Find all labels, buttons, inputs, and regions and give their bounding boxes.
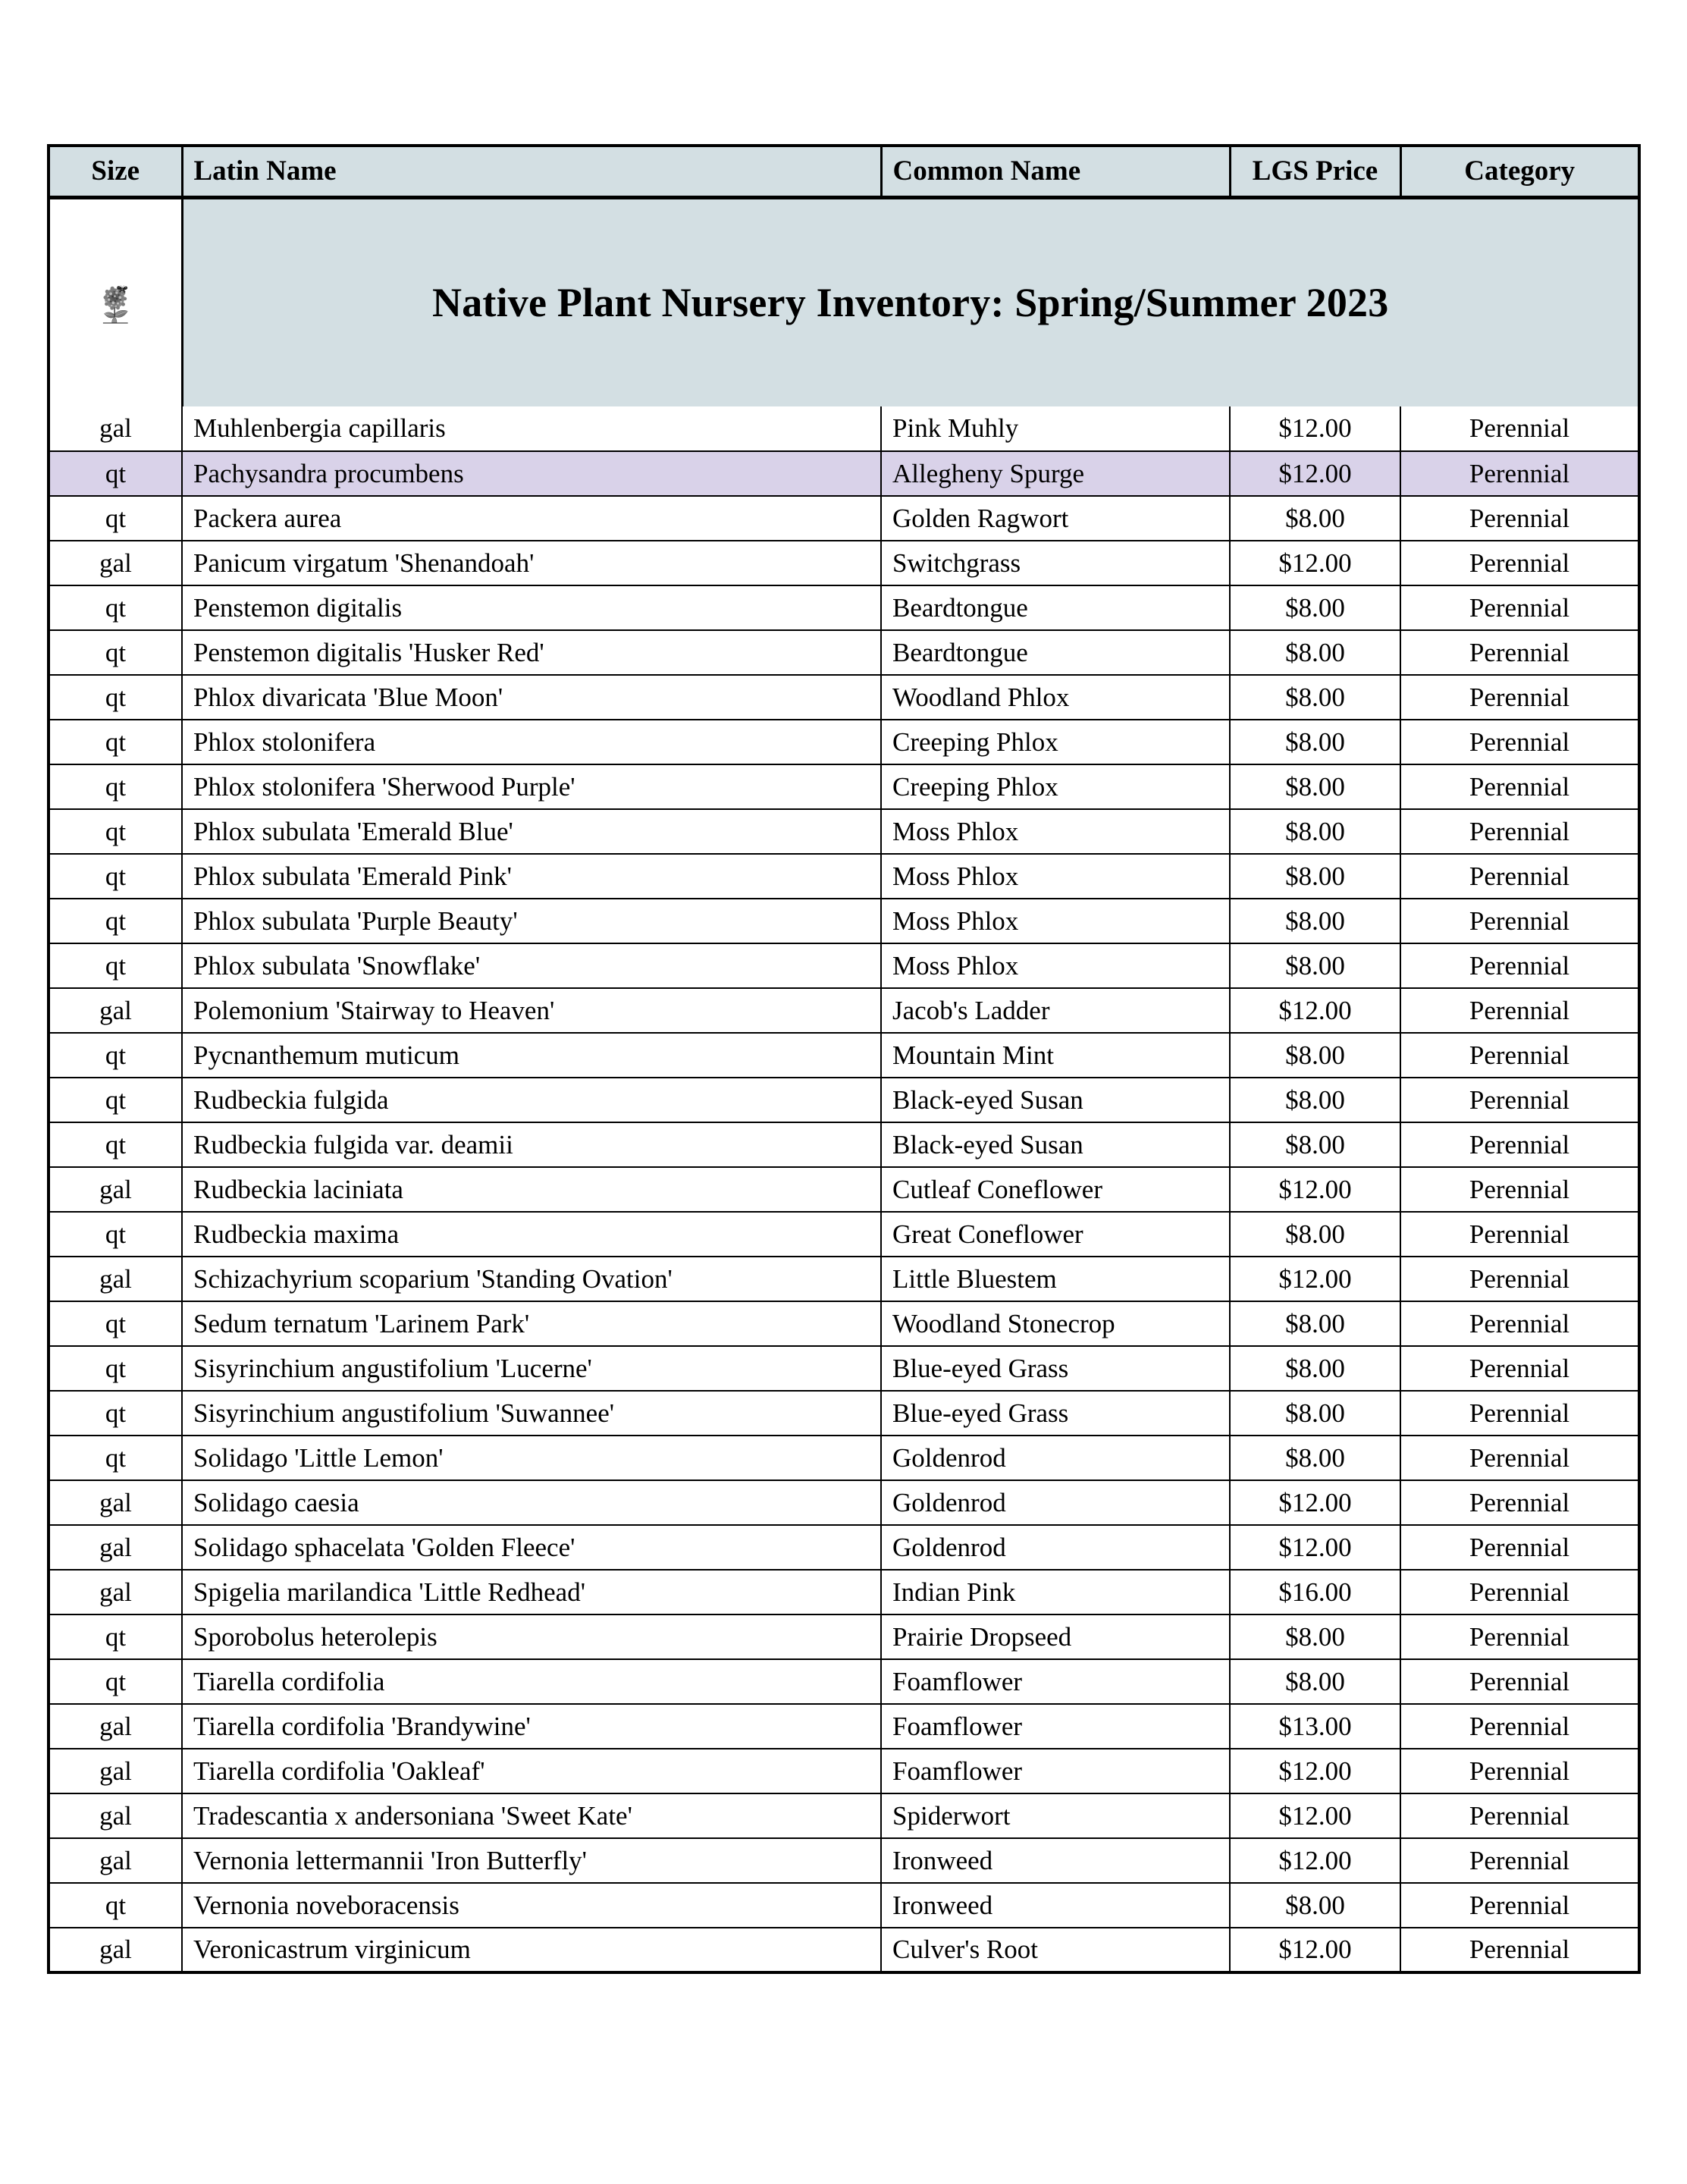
cell-common-name: Great Coneflower: [881, 1212, 1230, 1257]
cell-size: gal: [49, 1167, 182, 1212]
cell-lgs-price: $8.00: [1230, 630, 1400, 675]
cell-lgs-price: $8.00: [1230, 1346, 1400, 1391]
cell-lgs-price: $12.00: [1230, 1480, 1400, 1525]
cell-common-name: Goldenrod: [881, 1525, 1230, 1570]
cell-common-name: Creeping Phlox: [881, 764, 1230, 809]
cell-latin-name: Sporobolus heterolepis: [182, 1614, 881, 1659]
column-header-lgs-price[interactable]: LGS Price: [1230, 146, 1400, 197]
cell-lgs-price: $8.00: [1230, 764, 1400, 809]
table-row: [49, 1614, 1639, 1659]
cell-size: gal: [49, 1480, 182, 1525]
cell-size: qt: [49, 1122, 182, 1167]
cell-latin-name: Schizachyrium scoparium 'Standing Ovation': [182, 1257, 881, 1301]
cell-size: qt: [49, 764, 182, 809]
cell-latin-name: Phlox subulata 'Purple Beauty': [182, 899, 881, 943]
cell-common-name: Pink Muhly: [881, 406, 1230, 451]
cell-size: qt: [49, 809, 182, 854]
cell-latin-name: Rudbeckia maxima: [182, 1212, 881, 1257]
cell-lgs-price: $8.00: [1230, 1122, 1400, 1167]
cell-latin-name: Sisyrinchium angustifolium 'Suwannee': [182, 1391, 881, 1436]
column-header-size[interactable]: Size: [49, 146, 182, 197]
table-row: [49, 1167, 1639, 1212]
table-row: [49, 1480, 1639, 1525]
cell-category: Perennial: [1400, 1883, 1639, 1928]
table-row: [49, 1659, 1639, 1704]
cell-category: Perennial: [1400, 1570, 1639, 1614]
plant-illustration-icon: [49, 197, 182, 406]
cell-latin-name: Tradescantia x andersoniana 'Sweet Kate': [182, 1793, 881, 1838]
cell-category: Perennial: [1400, 451, 1639, 496]
masthead-row: [49, 197, 1639, 406]
cell-size: gal: [49, 1257, 182, 1301]
cell-category: Perennial: [1400, 720, 1639, 764]
cell-latin-name: Pachysandra procumbens: [182, 451, 881, 496]
cell-category: Perennial: [1400, 1391, 1639, 1436]
cell-category: Perennial: [1400, 1659, 1639, 1704]
table-row: [49, 1570, 1639, 1614]
cell-lgs-price: $8.00: [1230, 1614, 1400, 1659]
cell-category: Perennial: [1400, 541, 1639, 585]
cell-latin-name: Rudbeckia fulgida var. deamii: [182, 1122, 881, 1167]
column-header-latin-name[interactable]: Latin Name: [182, 146, 881, 197]
cell-common-name: Little Bluestem: [881, 1257, 1230, 1301]
cell-category: Perennial: [1400, 1749, 1639, 1793]
table-row: [49, 541, 1639, 585]
table-row: [49, 1928, 1639, 1972]
cell-category: Perennial: [1400, 1614, 1639, 1659]
cell-latin-name: Vernonia lettermannii 'Iron Butterfly': [182, 1838, 881, 1883]
cell-size: gal: [49, 1749, 182, 1793]
cell-category: Perennial: [1400, 899, 1639, 943]
cell-category: Perennial: [1469, 1935, 1570, 1964]
cell-size: qt: [49, 720, 182, 764]
cell-category: Perennial: [1400, 1257, 1639, 1301]
cell-category: Perennial: [1400, 496, 1639, 541]
cell-size: gal: [49, 1838, 182, 1883]
table-row: [49, 1883, 1639, 1928]
table-row: [49, 1033, 1639, 1078]
cell-common-name: Goldenrod: [881, 1480, 1230, 1525]
table-row: [49, 1078, 1639, 1122]
table-row: [49, 1391, 1639, 1436]
table-row: [49, 809, 1639, 854]
table-row: [49, 585, 1639, 630]
cell-size: qt: [49, 1346, 182, 1391]
cell-common-name: Woodland Stonecrop: [881, 1301, 1230, 1346]
table-row: [49, 943, 1639, 988]
cell-size: gal: [49, 988, 182, 1033]
cell-common-name: Black-eyed Susan: [881, 1122, 1230, 1167]
cell-category: Perennial: [1400, 585, 1639, 630]
cell-lgs-price: $8.00: [1230, 854, 1400, 899]
cell-latin-name: Tiarella cordifolia 'Brandywine': [182, 1704, 881, 1749]
cell-size: qt: [49, 1078, 182, 1122]
cell-size: qt: [49, 943, 182, 988]
cell-lgs-price: $8.00: [1230, 585, 1400, 630]
table-row: [49, 630, 1639, 675]
table-row: [49, 1793, 1639, 1838]
table-row: [49, 1704, 1639, 1749]
cell-category: Perennial: [1400, 1346, 1639, 1391]
cell-lgs-price: $12.00: [1230, 1525, 1400, 1570]
cell-latin-name: Packera aurea: [182, 496, 881, 541]
cell-lgs-price: $12.00: [1230, 406, 1400, 451]
cell-common-name: Spiderwort: [881, 1793, 1230, 1838]
cell-lgs-price: $12.00: [1230, 1928, 1400, 1972]
cell-common-name: Switchgrass: [881, 541, 1230, 585]
cell-size: qt: [49, 1436, 182, 1480]
cell-common-name: Cutleaf Coneflower: [881, 1167, 1230, 1212]
cell-size: qt: [49, 1659, 182, 1704]
table-row: [49, 1257, 1639, 1301]
cell-category: Perennial: [1400, 988, 1639, 1033]
cell-lgs-price: $16.00: [1230, 1570, 1400, 1614]
cell-size: qt: [49, 451, 182, 496]
cell-lgs-price: $8.00: [1230, 496, 1400, 541]
column-header-category[interactable]: Category: [1400, 146, 1639, 197]
cell-category: Perennial: [1400, 854, 1639, 899]
cell-lgs-price: $8.00: [1230, 943, 1400, 988]
cell-size: qt: [49, 1301, 182, 1346]
table-row: [49, 1346, 1639, 1391]
cell-lgs-price: $12.00: [1230, 1749, 1400, 1793]
cell-lgs-price: $8.00: [1230, 809, 1400, 854]
cell-latin-name: Penstemon digitalis 'Husker Red': [182, 630, 881, 675]
table-row: [49, 988, 1639, 1033]
cell-common-name: Jacob's Ladder: [881, 988, 1230, 1033]
table-row: [49, 406, 1639, 451]
cell-latin-name: Tiarella cordifolia: [182, 1659, 881, 1704]
cell-lgs-price: $8.00: [1230, 1212, 1400, 1257]
cell-lgs-price: $8.00: [1230, 899, 1400, 943]
cell-category: Perennial: [1400, 1436, 1639, 1480]
cell-size: qt: [49, 630, 182, 675]
cell-size: gal: [49, 1928, 182, 1972]
cell-common-name: Indian Pink: [881, 1570, 1230, 1614]
cell-lgs-price: $12.00: [1230, 541, 1400, 585]
cell-category: Perennial: [1400, 406, 1639, 451]
column-header-common-name[interactable]: Common Name: [881, 146, 1230, 197]
cell-size: qt: [49, 1033, 182, 1078]
cell-latin-name: Solidago caesia: [182, 1480, 881, 1525]
inventory-table: [47, 144, 1641, 1974]
table-row: [49, 720, 1639, 764]
cell-category: Perennial: [1400, 1033, 1639, 1078]
cell-common-name: Moss Phlox: [881, 854, 1230, 899]
table-row: [49, 1436, 1639, 1480]
cell-size: gal: [49, 1570, 182, 1614]
cell-size: qt: [49, 1614, 182, 1659]
cell-common-name: Golden Ragwort: [881, 496, 1230, 541]
table-row: [49, 1301, 1639, 1346]
cell-common-name: Mountain Mint: [881, 1033, 1230, 1078]
cell-size: qt: [49, 675, 182, 720]
cell-latin-name: Penstemon digitalis: [182, 585, 881, 630]
cell-lgs-price: $8.00: [1230, 1078, 1400, 1122]
cell-lgs-price: $12.00: [1230, 1167, 1400, 1212]
cell-latin-name: Phlox subulata 'Emerald Pink': [182, 854, 881, 899]
cell-category: Perennial: [1400, 1122, 1639, 1167]
cell-latin-name: Phlox stolonifera: [182, 720, 881, 764]
cell-size: gal: [49, 1704, 182, 1749]
table-row: [49, 1749, 1639, 1793]
cell-latin-name: Vernonia noveboracensis: [182, 1883, 881, 1928]
cell-size: gal: [49, 541, 182, 585]
cell-latin-name: Phlox divaricata 'Blue Moon': [182, 675, 881, 720]
cell-latin-name: Phlox subulata 'Snowflake': [182, 943, 881, 988]
page-title: Native Plant Nursery Inventory: Spring/Summer 2023: [432, 279, 1389, 325]
cell-lgs-price: $8.00: [1230, 1436, 1400, 1480]
cell-latin-name: Sedum ternatum 'Larinem Park': [182, 1301, 881, 1346]
cell-size: qt: [49, 585, 182, 630]
cell-latin-name: Rudbeckia fulgida: [182, 1078, 881, 1122]
cell-size: qt: [49, 496, 182, 541]
cell-size: qt: [49, 1212, 182, 1257]
cell-category: Perennial: [1400, 809, 1639, 854]
table-row: [49, 1122, 1639, 1167]
cell-lgs-price: $8.00: [1230, 1301, 1400, 1346]
cell-common-name: Moss Phlox: [881, 899, 1230, 943]
cell-category: Perennial: [1400, 1480, 1639, 1525]
cell-common-name: Beardtongue: [881, 585, 1230, 630]
cell-latin-name: Muhlenbergia capillaris: [182, 406, 881, 451]
cell-common-name: Prairie Dropseed: [881, 1614, 1230, 1659]
cell-common-name: Beardtongue: [881, 630, 1230, 675]
cell-category: Perennial: [1400, 943, 1639, 988]
table-row: [49, 1525, 1639, 1570]
cell-lgs-price: $8.00: [1230, 720, 1400, 764]
cell-common-name: Foamflower: [881, 1749, 1230, 1793]
cell-lgs-price: $13.00: [1230, 1704, 1400, 1749]
cell-category: Perennial: [1400, 1212, 1639, 1257]
cell-size: qt: [49, 1391, 182, 1436]
cell-latin-name: Panicum virgatum 'Shenandoah': [182, 541, 881, 585]
cell-latin-name: Polemonium 'Stairway to Heaven': [182, 988, 881, 1033]
cell-category: Perennial: [1400, 1167, 1639, 1212]
cell-common-name: Blue-eyed Grass: [881, 1346, 1230, 1391]
cell-latin-name: Sisyrinchium angustifolium 'Lucerne': [182, 1346, 881, 1391]
cell-category: Perennial: [1400, 1704, 1639, 1749]
cell-lgs-price: $8.00: [1230, 675, 1400, 720]
cell-lgs-price: $8.00: [1230, 1659, 1400, 1704]
cell-latin-name: Solidago sphacelata 'Golden Fleece': [182, 1525, 881, 1570]
cell-latin-name: Tiarella cordifolia 'Oakleaf': [182, 1749, 881, 1793]
cell-lgs-price: $12.00: [1230, 1838, 1400, 1883]
table-body: [49, 406, 1639, 1972]
cell-category: Perennial: [1400, 1838, 1639, 1883]
cell-common-name: Goldenrod: [881, 1436, 1230, 1480]
table-row: [49, 1212, 1639, 1257]
cell-category: Perennial: [1400, 764, 1639, 809]
cell-size: qt: [49, 854, 182, 899]
cell-common-name: Foamflower: [881, 1704, 1230, 1749]
cell-common-name: Moss Phlox: [881, 809, 1230, 854]
table-row: [49, 496, 1639, 541]
table-row: [49, 854, 1639, 899]
cell-lgs-price: $12.00: [1230, 1257, 1400, 1301]
cell-common-name: Ironweed: [881, 1838, 1230, 1883]
cell-common-name: Black-eyed Susan: [881, 1078, 1230, 1122]
cell-category: Perennial: [1400, 1525, 1639, 1570]
table-row: [49, 451, 1639, 496]
table-row: [49, 764, 1639, 809]
cell-size: gal: [49, 406, 182, 451]
table-row: [49, 899, 1639, 943]
cell-size: gal: [49, 1793, 182, 1838]
cell-size: gal: [49, 1525, 182, 1570]
cell-common-name: Allegheny Spurge: [881, 451, 1230, 496]
table-row: [49, 1838, 1639, 1883]
cell-common-name: Culver's Root: [881, 1928, 1230, 1972]
cell-category: Perennial: [1400, 1793, 1639, 1838]
cell-category: Perennial: [1400, 630, 1639, 675]
cell-latin-name: Phlox stolonifera 'Sherwood Purple': [182, 764, 881, 809]
cell-category: Perennial: [1400, 1301, 1639, 1346]
cell-common-name: Creeping Phlox: [881, 720, 1230, 764]
cell-lgs-price: $8.00: [1230, 1391, 1400, 1436]
document-title-cell: [182, 197, 1639, 406]
cell-latin-name: Spigelia marilandica 'Little Redhead': [182, 1570, 881, 1614]
cell-common-name: Blue-eyed Grass: [881, 1391, 1230, 1436]
cell-common-name: Moss Phlox: [881, 943, 1230, 988]
cell-lgs-price: $8.00: [1230, 1883, 1400, 1928]
cell-size: qt: [49, 1883, 182, 1928]
cell-lgs-price: $12.00: [1230, 988, 1400, 1033]
cell-category: Perennial: [1400, 1078, 1639, 1122]
cell-latin-name: Solidago 'Little Lemon': [182, 1436, 881, 1480]
cell-common-name: Woodland Phlox: [881, 675, 1230, 720]
cell-lgs-price: $12.00: [1230, 451, 1400, 496]
cell-latin-name: Phlox subulata 'Emerald Blue': [182, 809, 881, 854]
table-row: [49, 675, 1639, 720]
cell-latin-name: Pycnanthemum muticum: [182, 1033, 881, 1078]
cell-common-name: Foamflower: [881, 1659, 1230, 1704]
cell-common-name: Ironweed: [881, 1883, 1230, 1928]
table-header-row: [49, 146, 1639, 197]
cell-latin-name: Veronicastrum virginicum: [182, 1928, 881, 1972]
cell-latin-name: Rudbeckia laciniata: [182, 1167, 881, 1212]
cell-size: qt: [49, 899, 182, 943]
cell-lgs-price: $8.00: [1230, 1033, 1400, 1078]
cell-lgs-price: $12.00: [1230, 1793, 1400, 1838]
cell-category: Perennial: [1400, 675, 1639, 720]
